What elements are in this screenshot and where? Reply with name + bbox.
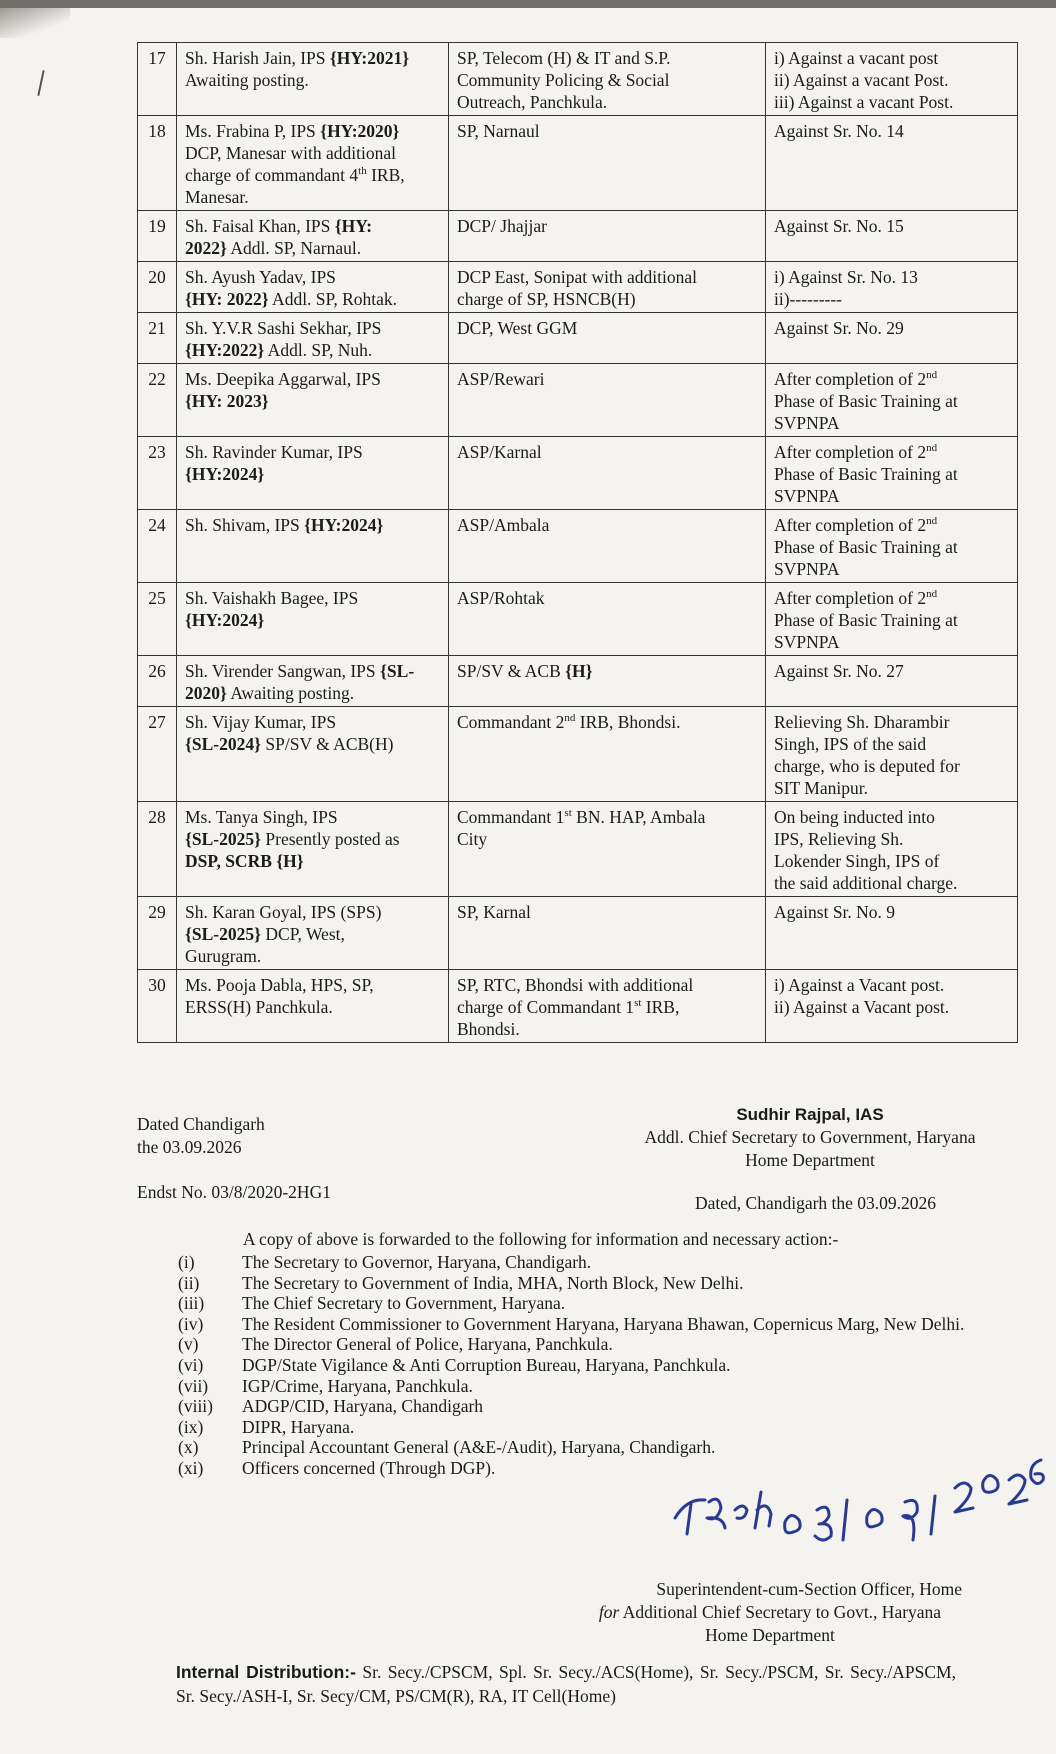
posting-line: ASP/Karnal	[457, 442, 542, 462]
recipient-text: The Secretary to Governor, Haryana, Chandigarh.	[242, 1252, 592, 1272]
posting-line: DCP/ Jhajjar	[457, 216, 547, 236]
recipient-text: ADGP/CID, Haryana, Chandigarh	[242, 1396, 484, 1417]
officer-line: DCP, Manesar with additional	[185, 143, 396, 163]
remarks-cell	[766, 802, 1018, 897]
remarks-cell	[766, 262, 1018, 313]
officer-line: Sh. Vijay Kumar, IPS	[185, 712, 337, 732]
posting-line: Commandant 2nd IRB, Bhondsi.	[457, 712, 681, 732]
officer-line: Sh. Ravinder Kumar, IPS	[185, 442, 363, 462]
officer-line: {HY:2024}	[185, 464, 265, 484]
officer-line: 2022} Addl. SP, Narnaul.	[185, 238, 362, 258]
recipient-number: (iv)	[178, 1313, 204, 1334]
remarks-line: Against Sr. No. 9	[774, 902, 896, 922]
remarks-line: ii) Against a Vacant post.	[774, 997, 950, 1017]
remarks-line: On being inducted into	[774, 807, 935, 827]
officer-cell	[177, 707, 449, 802]
serial-number-cell: 19	[138, 211, 177, 262]
remarks-line: After completion of 2nd	[774, 588, 938, 608]
recipient-number: (x)	[178, 1437, 199, 1458]
serial-number-cell: 25	[138, 583, 177, 656]
officer-line: Gurugram.	[185, 946, 262, 966]
posting-line: ASP/Rohtak	[457, 588, 545, 608]
remarks-cell	[766, 897, 1018, 970]
remarks-cell	[766, 364, 1018, 437]
remarks-cell	[766, 970, 1018, 1043]
remarks-cell	[766, 583, 1018, 656]
remarks-line: i) Against Sr. No. 13	[774, 267, 918, 287]
officer-cell	[177, 583, 449, 656]
section-officer-line-3: Home Department	[705, 1625, 835, 1645]
officer-cell	[177, 116, 449, 211]
serial-number-cell: 27	[138, 707, 177, 802]
officer-line: Sh. Faisal Khan, IPS {HY:	[185, 216, 373, 236]
officer-line: Ms. Tanya Singh, IPS	[185, 807, 338, 827]
officer-cell	[177, 510, 449, 583]
posting-line: Outreach, Panchkula.	[457, 92, 608, 112]
recipient-text: Officers concerned (Through DGP).	[242, 1457, 496, 1478]
officer-line: Ms. Frabina P, IPS {HY:2020}	[185, 121, 400, 141]
serial-number-cell: 26	[138, 656, 177, 707]
recipient-number: (i)	[178, 1252, 195, 1272]
posting-cell	[449, 802, 766, 897]
serial-number-cell: 17	[138, 43, 177, 116]
internal-distribution-text: Sr. Secy./CPSCM, Spl. Sr. Secy./ACS(Home), Sr. Secy./PSCM, Sr. Secy./APSCM, Sr. Secy./ASH-I, Sr. Secy/CM, PS/CM(R), RA, IT Cell(Home)	[176, 1662, 956, 1706]
remarks-line: iii) Against a vacant Post.	[774, 92, 954, 112]
posting-line: DCP, West GGM	[457, 318, 578, 338]
recipient-text: The Secretary to Government of India, MHA, North Block, New Delhi.	[242, 1272, 744, 1293]
posting-cell	[449, 116, 766, 211]
posting-cell	[449, 970, 766, 1043]
recipient-item	[178, 1293, 998, 1314]
table-row	[138, 437, 1018, 510]
remarks-line: SVPNPA	[774, 413, 840, 433]
dated-block	[137, 1113, 265, 1159]
officer-line: Sh. Vaishakh Bagee, IPS	[185, 588, 359, 608]
recipient-item	[178, 1334, 998, 1355]
recipient-text: DGP/State Vigilance & Anti Corruption Bureau, Haryana, Panchkula.	[242, 1354, 731, 1375]
posting-orders-table	[137, 42, 1018, 1043]
table-row	[138, 897, 1018, 970]
remarks-line: i) Against a vacant post	[774, 48, 939, 68]
posting-line: Commandant 1st BN. HAP, Ambala	[457, 807, 706, 827]
remarks-line: the said additional charge.	[774, 873, 958, 893]
remarks-line: After completion of 2nd	[774, 442, 938, 462]
table-row	[138, 211, 1018, 262]
officer-line: Ms. Pooja Dabla, HPS, SP,	[185, 975, 374, 995]
posting-line: ASP/Rewari	[457, 369, 545, 389]
serial-number-cell: 20	[138, 262, 177, 313]
officer-line: Sh. Shivam, IPS {HY:2024}	[185, 515, 384, 535]
officer-line: Ms. Deepika Aggarwal, IPS	[185, 369, 381, 389]
posting-cell	[449, 262, 766, 313]
table-row	[138, 707, 1018, 802]
officer-line: {SL-2024} SP/SV & ACB(H)	[185, 734, 394, 754]
endorsement-date: Dated, Chandigarh the 03.09.2026	[695, 1193, 937, 1213]
posting-line: SP, RTC, Bhondsi with additional	[457, 975, 694, 995]
officer-line: 2020} Awaiting posting.	[185, 683, 355, 703]
officer-line: charge of commandant 4th IRB,	[185, 165, 405, 185]
table-row	[138, 802, 1018, 897]
section-officer-for: for	[598, 1602, 620, 1622]
recipient-number: (vii)	[178, 1375, 209, 1396]
posting-cell	[449, 364, 766, 437]
posting-cell	[449, 707, 766, 802]
posting-cell	[449, 583, 766, 656]
remarks-line: Against Sr. No. 15	[774, 216, 904, 236]
remarks-line: IPS, Relieving Sh.	[774, 829, 904, 849]
officer-cell	[177, 364, 449, 437]
officer-line: Sh. Harish Jain, IPS {HY:2021}	[185, 48, 410, 68]
posting-orders-body	[138, 43, 1018, 1043]
remarks-line: SVPNPA	[774, 632, 840, 652]
remarks-cell	[766, 437, 1018, 510]
officer-cell	[177, 211, 449, 262]
signatory-designation: Addl. Chief Secretary to Government, Haryana	[644, 1127, 976, 1147]
remarks-line: Phase of Basic Training at	[774, 391, 958, 411]
remarks-line: Phase of Basic Training at	[774, 537, 958, 557]
recipient-text: The Resident Commissioner to Government Haryana, Haryana Bhawan, Copernicus Marg, New Delhi.	[242, 1313, 965, 1334]
officer-line: {SL-2025} Presently posted as	[185, 829, 400, 849]
recipient-item	[178, 1252, 998, 1273]
table-row	[138, 43, 1018, 116]
recipient-item	[178, 1273, 998, 1294]
officer-line: ERSS(H) Panchkula.	[185, 997, 333, 1017]
recipient-number: (ix)	[178, 1416, 204, 1437]
posting-line: SP, Karnal	[457, 902, 531, 922]
serial-number-cell: 21	[138, 313, 177, 364]
remarks-cell	[766, 510, 1018, 583]
posting-line: charge of Commandant 1st IRB,	[457, 997, 680, 1017]
remarks-cell	[766, 656, 1018, 707]
recipient-number: (viii)	[178, 1396, 213, 1417]
officer-line: {HY:2024}	[185, 610, 265, 630]
posting-line: SP, Narnaul	[457, 121, 540, 141]
serial-number-cell: 30	[138, 970, 177, 1043]
dated-line-1: Dated Chandigarh	[137, 1114, 265, 1134]
signatory-department: Home Department	[745, 1150, 875, 1170]
posting-cell	[449, 437, 766, 510]
section-officer-line-1: Superintendent-cum-Section Officer, Home	[656, 1579, 962, 1599]
serial-number-cell: 29	[138, 897, 177, 970]
recipient-item	[178, 1417, 998, 1438]
officer-line: Sh. Y.V.R Sashi Sekhar, IPS	[185, 318, 382, 338]
posting-line: City	[457, 829, 488, 849]
recipient-text: DIPR, Haryana.	[242, 1416, 355, 1437]
serial-number-cell: 23	[138, 437, 177, 510]
remarks-line: Relieving Sh. Dharambir	[774, 712, 950, 732]
remarks-line: ii) Against a vacant Post.	[774, 70, 949, 90]
posting-cell	[449, 313, 766, 364]
posting-line: Bhondsi.	[457, 1019, 520, 1039]
officer-line: Sh. Karan Goyal, IPS (SPS)	[185, 902, 382, 922]
internal-distribution	[176, 1660, 956, 1708]
internal-distribution-label: Internal Distribution:-	[176, 1662, 356, 1682]
forward-intro: A copy of above is forwarded to the following for information and necessary action:-	[243, 1229, 839, 1249]
recipient-number: (iii)	[178, 1293, 205, 1314]
remarks-line: charge, who is deputed for	[774, 756, 960, 776]
remarks-line: SVPNPA	[774, 486, 840, 506]
table-row	[138, 656, 1018, 707]
officer-line: Awaiting posting.	[185, 70, 309, 90]
posting-cell	[449, 656, 766, 707]
remarks-line: Singh, IPS of the said	[774, 734, 927, 754]
serial-number-cell: 22	[138, 364, 177, 437]
remarks-line: After completion of 2nd	[774, 515, 938, 535]
table-row	[138, 116, 1018, 211]
recipient-item	[178, 1396, 998, 1417]
remarks-line: SIT Manipur.	[774, 778, 868, 798]
officer-line: {HY:2022} Addl. SP, Nuh.	[185, 340, 373, 360]
recipient-text: The Chief Secretary to Government, Haryana.	[242, 1293, 566, 1314]
signatory-block	[610, 1103, 1010, 1172]
officer-cell	[177, 970, 449, 1043]
officer-cell	[177, 802, 449, 897]
remarks-line: ii)---------	[774, 289, 843, 309]
officer-line: {HY: 2022} Addl. SP, Rohtak.	[185, 289, 398, 309]
posting-line: Community Policing & Social	[457, 70, 670, 90]
serial-number-cell: 18	[138, 116, 177, 211]
officer-line: Sh. Virender Sangwan, IPS {SL-	[185, 661, 415, 681]
handwritten-initials-date	[665, 1440, 1045, 1570]
officer-line: {SL-2025} DCP, West,	[185, 924, 345, 944]
remarks-cell	[766, 116, 1018, 211]
officer-cell	[177, 43, 449, 116]
officer-cell	[177, 437, 449, 510]
recipient-item	[178, 1376, 998, 1397]
posting-line: DCP East, Sonipat with additional	[457, 267, 697, 287]
serial-number-cell: 28	[138, 802, 177, 897]
margin-mark	[37, 70, 44, 96]
table-row	[138, 970, 1018, 1043]
table-row	[138, 313, 1018, 364]
officer-line: Sh. Ayush Yadav, IPS	[185, 267, 336, 287]
scan-top-edge	[0, 0, 1056, 8]
officer-line: {HY: 2023}	[185, 391, 269, 411]
officer-line: Manesar.	[185, 187, 249, 207]
table-row	[138, 510, 1018, 583]
section-officer-line-2	[560, 1601, 980, 1624]
recipient-item	[178, 1355, 998, 1376]
recipient-number: (vi)	[178, 1354, 204, 1375]
remarks-line: SVPNPA	[774, 559, 840, 579]
remarks-line: Phase of Basic Training at	[774, 464, 958, 484]
posting-line: charge of SP, HSNCB(H)	[457, 289, 636, 309]
dated-line-2: the 03.09.2026	[137, 1137, 242, 1157]
recipient-text: Principal Accountant General (A&E-/Audit), Haryana, Chandigarh.	[242, 1437, 716, 1458]
posting-cell	[449, 510, 766, 583]
table-row	[138, 583, 1018, 656]
recipient-item	[178, 1314, 998, 1335]
recipient-number: (xi)	[178, 1457, 204, 1478]
posting-line: SP/SV & ACB {H}	[457, 661, 593, 681]
remarks-line: After completion of 2nd	[774, 369, 938, 389]
scan-page-fold	[0, 8, 70, 38]
officer-cell	[177, 656, 449, 707]
officer-cell	[177, 262, 449, 313]
remarks-cell	[766, 43, 1018, 116]
section-officer-block	[560, 1578, 980, 1647]
officer-cell	[177, 897, 449, 970]
remarks-line: Phase of Basic Training at	[774, 610, 958, 630]
posting-line: SP, Telecom (H) & IT and S.P.	[457, 48, 671, 68]
remarks-line: i) Against a Vacant post.	[774, 975, 945, 995]
remarks-line: Against Sr. No. 14	[774, 121, 904, 141]
endorsement-number: Endst No. 03/8/2020-2HG1	[137, 1182, 331, 1202]
posting-cell	[449, 211, 766, 262]
remarks-line: Lokender Singh, IPS of	[774, 851, 940, 871]
officer-cell	[177, 313, 449, 364]
recipient-number: (v)	[178, 1334, 199, 1355]
posting-line: ASP/Ambala	[457, 515, 550, 535]
table-row	[138, 364, 1018, 437]
recipient-number: (ii)	[178, 1272, 200, 1293]
recipient-text: IGP/Crime, Haryana, Panchkula.	[242, 1375, 473, 1396]
remarks-line: Against Sr. No. 29	[774, 318, 904, 338]
remarks-cell	[766, 313, 1018, 364]
remarks-cell	[766, 707, 1018, 802]
remarks-line: Against Sr. No. 27	[774, 661, 904, 681]
serial-number-cell: 24	[138, 510, 177, 583]
signatory-name: Sudhir Rajpal, IAS	[736, 1105, 884, 1124]
remarks-cell	[766, 211, 1018, 262]
recipient-text: The Director General of Police, Haryana, Panchkula.	[242, 1334, 613, 1355]
table-row	[138, 262, 1018, 313]
posting-cell	[449, 897, 766, 970]
section-officer-line-2-text: Additional Chief Secretary to Govt., Haryana	[622, 1602, 942, 1622]
posting-cell	[449, 43, 766, 116]
officer-line: DSP, SCRB {H}	[185, 851, 304, 871]
